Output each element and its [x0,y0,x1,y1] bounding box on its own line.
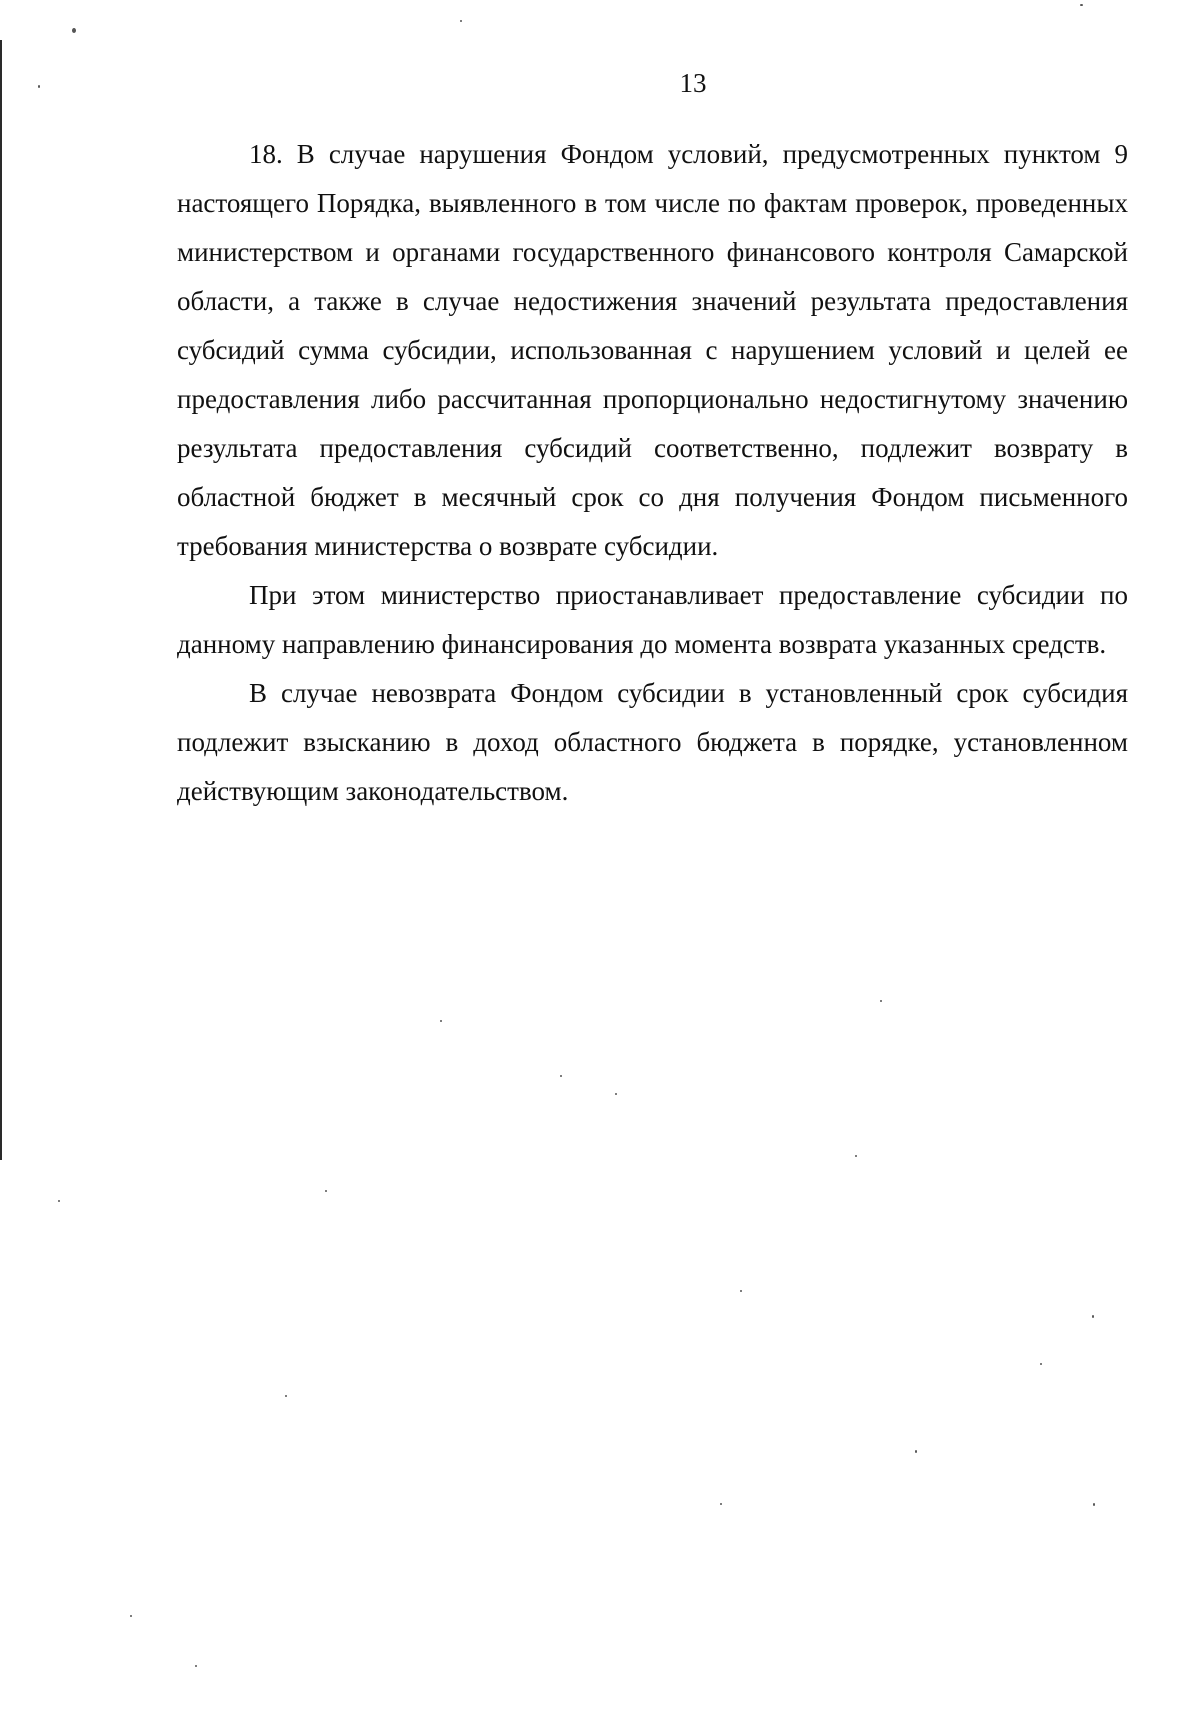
scan-speck [195,1665,197,1667]
scan-speck [740,1290,742,1292]
scan-speck [72,28,76,33]
scan-speck [38,85,40,88]
scan-speck [615,1093,617,1095]
scan-speck [130,1615,132,1617]
scan-speck [1092,1315,1094,1318]
scan-speck [720,1503,722,1505]
scan-speck [1093,1503,1095,1506]
scan-speck [460,20,462,22]
document-body [177,130,1128,816]
paragraph-recovery: В случае невозврата Фондом субсидии в установленный срок субсидия подлежит взысканию в доход областного бюджета в порядке, установленном действующим законодательством. [177,678,1128,806]
scan-speck [915,1450,917,1453]
scan-speck [560,1075,562,1077]
scan-speck [325,1190,327,1192]
scan-speck [285,1395,287,1397]
scan-speck [1080,4,1083,6]
scan-speck [1040,1363,1042,1365]
scan-speck [440,1020,442,1022]
scan-speck [880,1000,882,1002]
page-number: 13 [679,68,707,98]
scan-speck [58,1200,60,1202]
paragraph-18: 18. В случае нарушения Фондом условий, предусмотренных пунктом 9 настоящего Порядка, выявленного в том числе по фактам проверок, проведенных министерством и органами государственного финансового контроля Самарской области, а также в случае недостижения значений результата предоставления субсидий сумма субсидии, использованная с нарушением условий и целей ее предоставления либо рассчитанная пропорционально недостигнутому значению результата предоставления субсидий соответственно, подлежит возврату в областной бюджет в месячный срок со дня получения Фондом письменного требования министерства о возврате субсидии. [177,139,1128,561]
scan-speck [855,1155,857,1157]
scan-edge-line [0,40,2,1160]
paragraph-suspension: При этом министерство приостанавливает предоставление субсидии по данному направлению финансирования до момента возврата указанных средств. [177,580,1128,659]
